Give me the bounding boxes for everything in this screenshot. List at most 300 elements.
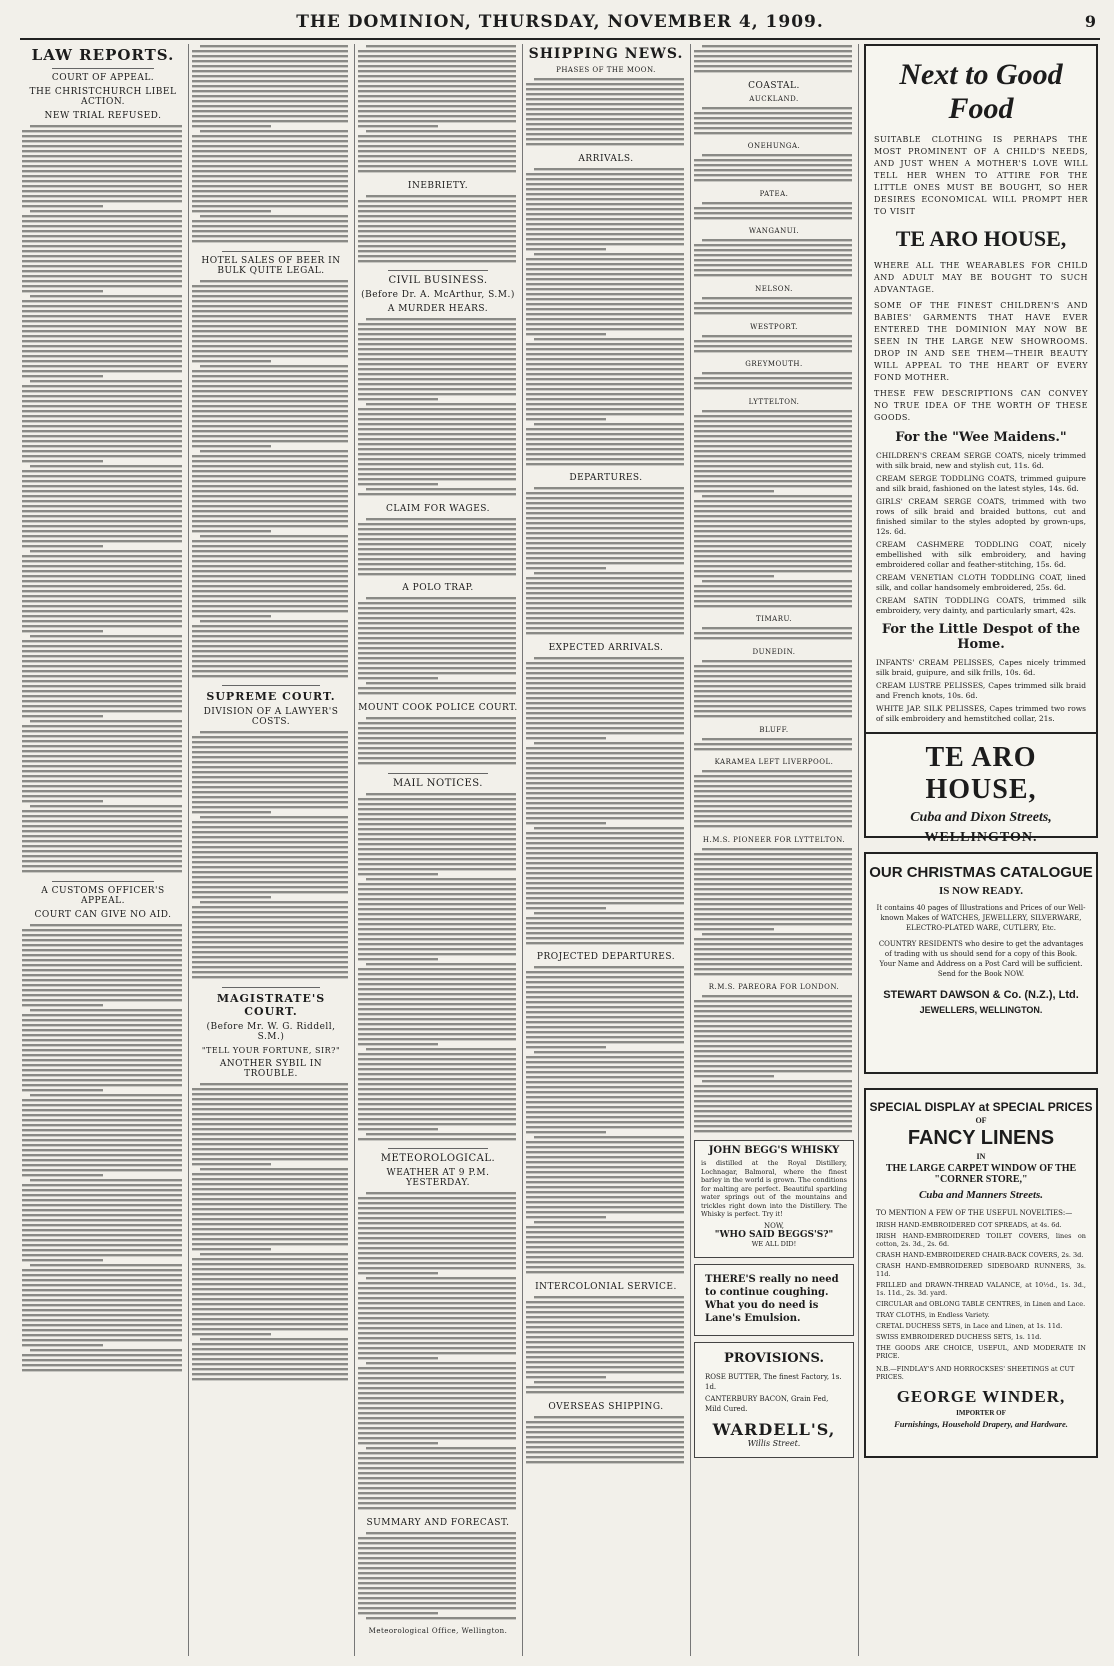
text-lines bbox=[358, 317, 518, 497]
text-line bbox=[22, 270, 182, 272]
text-line bbox=[526, 1201, 684, 1203]
text-line bbox=[694, 1040, 852, 1042]
text-line bbox=[702, 107, 852, 109]
text-line bbox=[192, 605, 348, 607]
text-line bbox=[22, 1369, 182, 1371]
text-line bbox=[526, 1301, 684, 1303]
text-line bbox=[694, 159, 852, 161]
text-line bbox=[526, 847, 684, 849]
text-line bbox=[192, 175, 348, 177]
ad-list-item: CREAM LUSTRE PELISSES, Capes trimmed silk braid and French knots, 10s. 6d. bbox=[876, 681, 1086, 700]
wee-maidens-subhead: For the "Wee Maidens." bbox=[895, 430, 1067, 445]
page-number: 9 bbox=[1084, 12, 1096, 31]
text-line bbox=[526, 1391, 684, 1393]
text-lines bbox=[192, 730, 350, 980]
text-line bbox=[358, 255, 516, 257]
text-line bbox=[192, 761, 348, 763]
text-line bbox=[526, 1311, 684, 1313]
text-line bbox=[694, 1065, 852, 1067]
text-line bbox=[694, 790, 852, 792]
text-line bbox=[22, 1104, 182, 1106]
text-line bbox=[526, 1421, 684, 1423]
projected-departures-subhead: PROJECTED DEPARTURES. bbox=[536, 952, 676, 963]
text-line bbox=[534, 338, 684, 340]
text-line bbox=[526, 243, 684, 245]
text-line bbox=[694, 1030, 852, 1032]
text-line bbox=[526, 1266, 684, 1268]
text-line bbox=[358, 808, 516, 810]
text-line bbox=[22, 595, 182, 597]
text-line bbox=[694, 1045, 852, 1047]
text-line bbox=[526, 1071, 684, 1073]
text-line bbox=[22, 390, 182, 392]
text-line bbox=[694, 820, 852, 822]
text-line bbox=[526, 108, 684, 110]
text-line bbox=[358, 1547, 516, 1549]
text-line bbox=[22, 680, 182, 682]
text-line bbox=[200, 45, 348, 47]
winder-streets: Cuba and Manners Streets. bbox=[918, 1189, 1044, 1201]
text-line bbox=[526, 1171, 684, 1173]
text-line bbox=[358, 1432, 516, 1434]
text-line bbox=[534, 168, 684, 170]
text-line bbox=[358, 642, 516, 644]
text-line bbox=[358, 1003, 516, 1005]
winder-note: N.B.—FINDLAY'S AND HORROCKSES' SHEETINGS at CUT PRICES. bbox=[876, 1365, 1075, 1381]
text-line bbox=[192, 350, 348, 352]
text-line bbox=[694, 1010, 852, 1012]
text-line bbox=[694, 179, 852, 181]
text-line bbox=[358, 1452, 516, 1454]
text-line bbox=[22, 225, 182, 227]
text-line bbox=[192, 545, 348, 547]
text-line bbox=[526, 203, 684, 205]
text-line bbox=[22, 590, 182, 592]
text-line bbox=[358, 1297, 516, 1299]
text-line bbox=[192, 580, 348, 582]
text-line bbox=[694, 450, 852, 452]
text-line bbox=[526, 1351, 684, 1353]
text-line bbox=[526, 1321, 684, 1323]
text-line bbox=[358, 423, 516, 425]
beggs-slogan: "WHO SAID BEGGS'S?" bbox=[714, 1229, 834, 1240]
text-line bbox=[358, 1502, 516, 1504]
text-line bbox=[526, 697, 684, 699]
text-line bbox=[694, 440, 852, 442]
text-line bbox=[694, 858, 852, 860]
text-line bbox=[192, 961, 348, 963]
wardells-street: Willis Street. bbox=[747, 1439, 801, 1448]
text-line bbox=[192, 590, 348, 592]
text-line bbox=[526, 273, 684, 275]
text-line bbox=[358, 983, 516, 985]
text-line bbox=[22, 665, 182, 667]
text-line bbox=[192, 135, 348, 137]
text-lines bbox=[358, 1191, 518, 1511]
ad-list-item: INFANTS' CREAM PELISSES, Capes nicely trimmed silk braid, guipure, and silk frills, 10s. 6d. bbox=[876, 658, 1086, 677]
winder-headline1: SPECIAL DISPLAY at SPECIAL PRICES bbox=[869, 1100, 1093, 1114]
text-line bbox=[526, 857, 684, 859]
text-line bbox=[358, 70, 516, 72]
text-line bbox=[192, 856, 348, 858]
text-line bbox=[694, 1075, 774, 1077]
text-line bbox=[22, 500, 182, 502]
overseas-subhead: OVERSEAS SHIPPING. bbox=[548, 1401, 664, 1412]
text-line bbox=[526, 133, 684, 135]
text-line bbox=[358, 1577, 516, 1579]
text-line bbox=[22, 1189, 182, 1191]
text-line bbox=[526, 238, 684, 240]
text-line bbox=[358, 65, 516, 67]
text-line bbox=[526, 288, 684, 290]
text-line bbox=[22, 310, 182, 312]
provisions-line1: ROSE BUTTER, The finest Factory, 1s. 1d. bbox=[705, 1373, 842, 1391]
text-line bbox=[22, 1074, 182, 1076]
text-line bbox=[702, 495, 852, 497]
text-line bbox=[192, 851, 348, 853]
text-line bbox=[358, 1212, 516, 1214]
text-line bbox=[192, 420, 348, 422]
stewart-dawson-city: JEWELLERS, WELLINGTON. bbox=[919, 1005, 1043, 1015]
text-line bbox=[358, 1412, 516, 1414]
text-line bbox=[192, 1313, 348, 1315]
text-line bbox=[358, 150, 516, 152]
text-line bbox=[358, 230, 516, 232]
text-line bbox=[534, 1221, 684, 1223]
text-lines bbox=[694, 238, 854, 278]
text-line bbox=[694, 55, 852, 57]
text-line bbox=[358, 448, 516, 450]
text-line bbox=[192, 766, 348, 768]
text-line bbox=[30, 210, 182, 212]
text-line bbox=[22, 1214, 182, 1216]
text-line bbox=[22, 555, 182, 557]
text-line bbox=[526, 862, 684, 864]
text-line bbox=[358, 428, 516, 430]
text-line bbox=[534, 966, 684, 968]
pioneer-subhead: H.M.S. PIONEER FOR LYTTELTON. bbox=[702, 835, 846, 844]
text-lines bbox=[526, 656, 686, 946]
text-line bbox=[702, 580, 852, 582]
wages-text bbox=[358, 517, 518, 580]
text-line bbox=[366, 1617, 516, 1619]
text-line bbox=[358, 853, 516, 855]
supreme-court-heading: SUPREME COURT. bbox=[206, 690, 336, 704]
text-line bbox=[358, 60, 516, 62]
text-line bbox=[526, 1356, 684, 1358]
text-line bbox=[358, 1063, 516, 1065]
lawyer-costs-subhead: DIVISION OF A LAWYER'S COSTS. bbox=[203, 707, 339, 728]
text-line bbox=[192, 801, 348, 803]
text-line bbox=[526, 737, 606, 739]
text-line bbox=[192, 1248, 271, 1250]
text-line bbox=[358, 1377, 516, 1379]
text-line bbox=[358, 888, 516, 890]
text-line bbox=[192, 1213, 348, 1215]
text-line bbox=[694, 903, 852, 905]
text-line bbox=[526, 1226, 684, 1228]
text-line bbox=[22, 245, 182, 247]
text-line bbox=[22, 1114, 182, 1116]
divider bbox=[52, 881, 154, 882]
text-line bbox=[694, 680, 852, 682]
text-line bbox=[22, 375, 103, 377]
text-lines bbox=[192, 1082, 350, 1382]
text-line bbox=[358, 1138, 516, 1140]
text-lines bbox=[526, 77, 686, 147]
port-text bbox=[694, 994, 854, 1134]
text-line bbox=[526, 1366, 684, 1368]
beggs-whisky-ad bbox=[694, 1140, 854, 1258]
text-line bbox=[694, 387, 852, 389]
te-aro-intro: SUITABLE CLOTHING IS PERHAPS THE MOST PROMINENT OF A CHILD'S NEEDS, AND JUST WHEN A MOTHER'S LOVE WILL TELL HER WHEN TO ATTIRE FOR THE LITTLE ONES MUST BE BOUGHT, SO HER DESIRES ECONOMICAL WILL PROMPT HER TO VISIT bbox=[874, 135, 1088, 216]
text-line bbox=[358, 1537, 516, 1539]
te-aro-body3: THESE FEW DESCRIPTIONS CAN CONVEY NO TRUE IDEA OF THE WORTH OF THESE GOODS. bbox=[874, 389, 1088, 422]
text-line bbox=[358, 115, 516, 117]
text-line bbox=[694, 460, 852, 462]
arrivals-text bbox=[526, 167, 686, 470]
text-line bbox=[358, 1357, 438, 1359]
text-line bbox=[192, 821, 348, 823]
text-line bbox=[30, 465, 182, 467]
text-line bbox=[22, 190, 182, 192]
text-line bbox=[526, 143, 684, 145]
text-line bbox=[192, 575, 348, 577]
text-line bbox=[358, 737, 516, 739]
divider bbox=[222, 251, 320, 252]
text-line bbox=[694, 805, 852, 807]
text-line bbox=[694, 715, 852, 717]
text-line bbox=[358, 968, 516, 970]
text-lines bbox=[22, 923, 184, 1373]
dunedin-subhead: DUNEDIN. bbox=[752, 647, 796, 656]
text-line bbox=[22, 230, 182, 232]
text-line bbox=[526, 1236, 684, 1238]
text-line bbox=[192, 1378, 348, 1380]
text-line bbox=[358, 873, 438, 875]
text-line bbox=[192, 1108, 348, 1110]
text-line bbox=[22, 1269, 182, 1271]
te-aro-body2: SOME OF THE FINEST CHILDREN'S AND BABIES' GARMENTS THAT HAVE EVER ENTERED THE DOMINION MAY NOW BE SEEN IN THE LARGE NEW SHOWROOMS. DROP IN AND SEE THEM—THEIR BEAUTY WILL APPEAL TO THE HEART OF EVERY FOND MOTHER. bbox=[874, 301, 1088, 382]
text-lines bbox=[694, 737, 854, 752]
text-line bbox=[22, 815, 182, 817]
text-line bbox=[22, 585, 182, 587]
text-line bbox=[358, 762, 516, 764]
text-line bbox=[534, 487, 684, 489]
text-line bbox=[526, 1456, 684, 1458]
text-line bbox=[192, 490, 348, 492]
text-line bbox=[22, 340, 182, 342]
text-line bbox=[358, 468, 516, 470]
text-line bbox=[526, 218, 684, 220]
text-line bbox=[526, 1341, 684, 1343]
text-line bbox=[22, 795, 182, 797]
text-line bbox=[526, 802, 684, 804]
text-line bbox=[22, 745, 182, 747]
text-line bbox=[358, 883, 516, 885]
text-line bbox=[702, 297, 852, 299]
text-line bbox=[694, 540, 852, 542]
text-line bbox=[694, 420, 852, 422]
text-line bbox=[192, 1323, 348, 1325]
text-line bbox=[358, 533, 516, 535]
text-lines bbox=[694, 201, 854, 221]
text-line bbox=[526, 512, 684, 514]
beggs-now: NOW, bbox=[763, 1221, 785, 1230]
text-line bbox=[358, 657, 516, 659]
text-line bbox=[22, 220, 182, 222]
text-line bbox=[192, 1243, 348, 1245]
text-line bbox=[358, 225, 516, 227]
text-lines bbox=[526, 486, 686, 636]
onehunga-subhead: ONEHUNGA. bbox=[747, 142, 801, 151]
text-line bbox=[358, 453, 516, 455]
text-line bbox=[192, 505, 348, 507]
text-line bbox=[192, 615, 271, 617]
text-line bbox=[702, 848, 852, 850]
text-line bbox=[526, 193, 684, 195]
text-line bbox=[192, 911, 348, 913]
text-line bbox=[694, 1085, 852, 1087]
text-line bbox=[192, 570, 348, 572]
text-line bbox=[192, 475, 348, 477]
text-line bbox=[192, 80, 348, 82]
column-police-weather bbox=[358, 44, 518, 1656]
magistrate-text bbox=[192, 1082, 350, 1385]
sybil-subhead: ANOTHER SYBIL IN TROUBLE. bbox=[219, 1058, 323, 1079]
text-line bbox=[526, 1041, 684, 1043]
text-line bbox=[358, 1582, 516, 1584]
text-line bbox=[192, 200, 348, 202]
text-line bbox=[694, 893, 852, 895]
text-line bbox=[526, 1016, 684, 1018]
text-line bbox=[526, 777, 684, 779]
text-line bbox=[358, 328, 516, 330]
text-line bbox=[22, 155, 182, 157]
text-line bbox=[358, 1567, 516, 1569]
text-line bbox=[358, 617, 516, 619]
law-report-text bbox=[22, 124, 184, 877]
text-line bbox=[358, 105, 516, 107]
text-line bbox=[366, 195, 516, 197]
text-line bbox=[358, 1427, 516, 1429]
te-aro-footer bbox=[864, 734, 1098, 845]
text-line bbox=[526, 1156, 684, 1158]
text-line bbox=[358, 1217, 516, 1219]
text-line bbox=[358, 1552, 516, 1554]
text-line bbox=[526, 458, 684, 460]
text-line bbox=[192, 320, 348, 322]
text-line bbox=[358, 1402, 516, 1404]
text-line bbox=[694, 1110, 852, 1112]
text-line bbox=[694, 590, 852, 592]
text-line bbox=[192, 1148, 348, 1150]
text-line bbox=[526, 1326, 684, 1328]
text-line bbox=[22, 1274, 182, 1276]
text-lines bbox=[526, 1415, 686, 1465]
text-line bbox=[694, 1115, 852, 1117]
text-line bbox=[22, 825, 182, 827]
text-line bbox=[366, 1447, 516, 1449]
text-line bbox=[192, 1163, 271, 1165]
text-line bbox=[192, 105, 348, 107]
bluff-subhead: BLUFF. bbox=[759, 725, 789, 734]
text-line bbox=[526, 1161, 684, 1163]
text-line bbox=[192, 886, 348, 888]
text-line bbox=[526, 752, 684, 754]
expected-arrivals-subhead: EXPECTED ARRIVALS. bbox=[548, 642, 664, 653]
text-line bbox=[694, 122, 852, 124]
text-line bbox=[694, 465, 852, 467]
text-line bbox=[22, 1239, 182, 1241]
text-line bbox=[358, 1487, 516, 1489]
text-line bbox=[192, 170, 348, 172]
text-line bbox=[358, 823, 516, 825]
text-line bbox=[702, 770, 852, 772]
text-line bbox=[534, 423, 684, 425]
text-line bbox=[694, 480, 852, 482]
text-line bbox=[366, 318, 516, 320]
text-line bbox=[358, 80, 516, 82]
text-line bbox=[22, 395, 182, 397]
westport-subhead: WESTPORT. bbox=[750, 322, 798, 331]
text-line bbox=[192, 360, 271, 362]
text-line bbox=[526, 672, 684, 674]
text-line bbox=[702, 239, 852, 241]
text-line bbox=[358, 1282, 516, 1284]
patea-subhead: PATEA. bbox=[759, 189, 789, 198]
text-line bbox=[526, 83, 684, 85]
text-line bbox=[192, 831, 348, 833]
text-line bbox=[694, 800, 852, 802]
text-line bbox=[526, 1076, 684, 1078]
text-line bbox=[22, 790, 182, 792]
text-line bbox=[192, 1193, 348, 1195]
text-line bbox=[358, 250, 516, 252]
text-line bbox=[192, 90, 348, 92]
text-line bbox=[358, 200, 516, 202]
text-line bbox=[22, 710, 182, 712]
text-line bbox=[22, 1254, 182, 1256]
text-line bbox=[192, 841, 348, 843]
text-line bbox=[192, 1303, 348, 1305]
text-line bbox=[694, 888, 852, 890]
ad-list-item: CHILDREN'S CREAM SERGE COATS, nicely trimmed with silk braid, new and stylish cut, 11s. 6d. bbox=[876, 451, 1086, 470]
text-line bbox=[526, 318, 684, 320]
text-line bbox=[358, 813, 516, 815]
text-line bbox=[192, 921, 348, 923]
text-line bbox=[22, 1099, 182, 1101]
court-of-appeal-subhead: COURT OF APPEAL. bbox=[51, 73, 155, 83]
text-line bbox=[192, 906, 348, 908]
text-line bbox=[358, 1053, 516, 1055]
text-line bbox=[192, 395, 348, 397]
text-line bbox=[358, 602, 516, 604]
text-line bbox=[192, 1093, 348, 1095]
text-line bbox=[22, 770, 182, 772]
ad-list-item: GIRLS' CREAM SERGE COATS, trimmed with two rows of silk braid and braided buttons, cut and finished similar to the styles adopted by grown-ups, 12s. 6d. bbox=[876, 497, 1086, 536]
civil-business-heading: CIVIL BUSINESS. bbox=[388, 275, 488, 287]
text-line bbox=[526, 782, 684, 784]
text-line bbox=[200, 365, 348, 367]
text-line bbox=[22, 1149, 182, 1151]
text-line bbox=[22, 615, 182, 617]
text-line bbox=[22, 350, 182, 352]
winder-headline2: FANCY LINENS bbox=[907, 1127, 1055, 1149]
text-line bbox=[22, 415, 182, 417]
text-line bbox=[22, 1304, 182, 1306]
text-line bbox=[192, 640, 348, 642]
